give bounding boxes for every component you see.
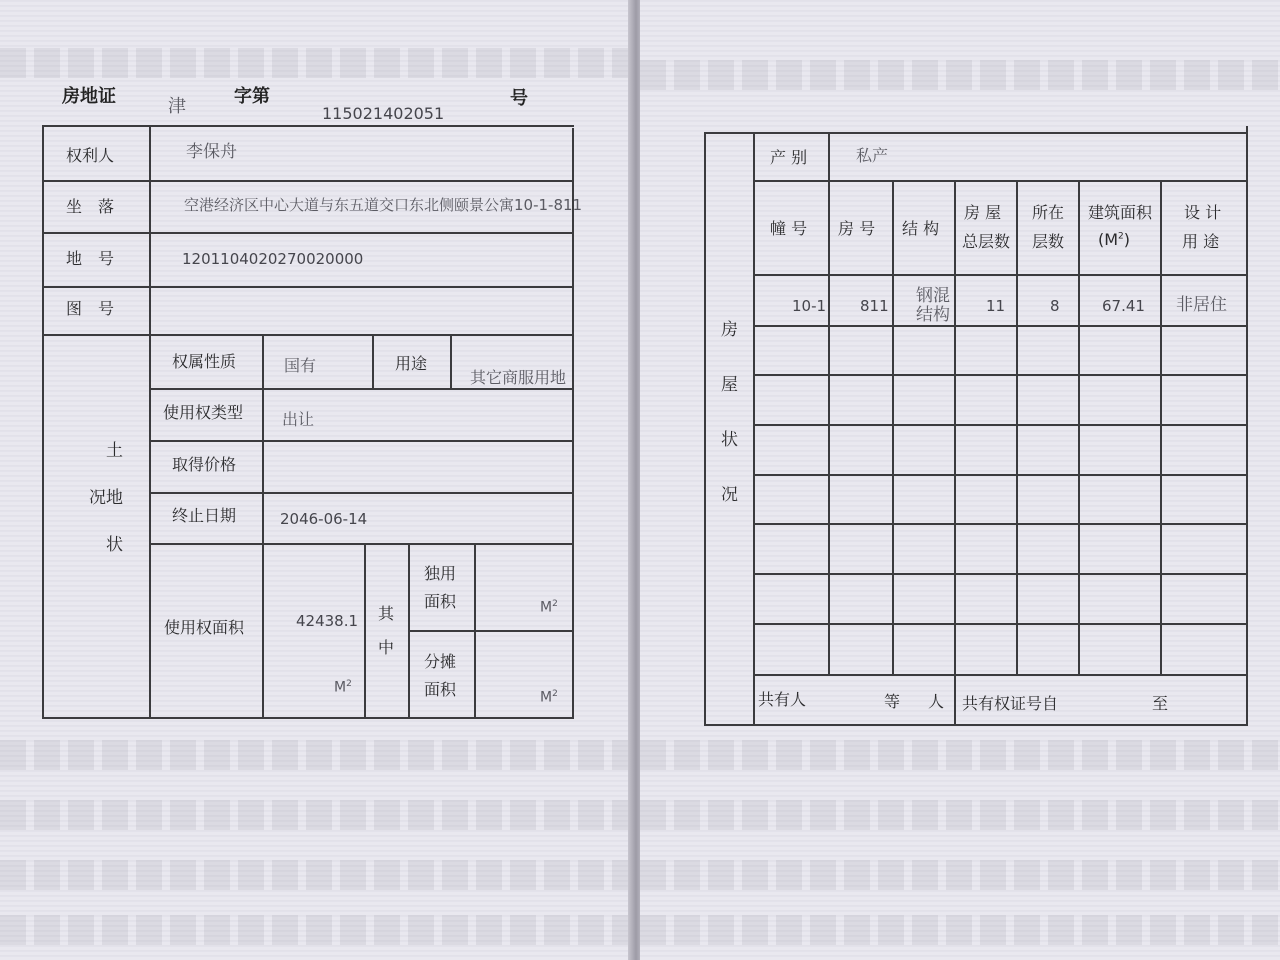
row-structure-1: 钢混 xyxy=(916,286,950,306)
area-label: 使用权面积 xyxy=(164,618,245,637)
area-unit: $M^2$ xyxy=(334,679,352,696)
right-type-value: 出让 xyxy=(282,410,315,429)
co-cert-label: 共有权证号自 xyxy=(962,694,1059,713)
watermark-band xyxy=(0,740,632,770)
watermark-band xyxy=(0,48,632,78)
end-date-label: 终止日期 xyxy=(172,506,237,525)
watermark-band xyxy=(0,800,632,830)
ownership-nature-label: 权属性质 xyxy=(172,352,237,371)
cert-number: 115021402051 xyxy=(322,104,445,123)
cert-zi-di: 字第 xyxy=(234,86,270,107)
watermark-band xyxy=(640,915,1280,945)
row-room: 811 xyxy=(860,297,889,315)
col-structure: 结 构 xyxy=(902,219,940,238)
house-section-text: 房屋状况 xyxy=(717,320,737,540)
lot-label: 地 号 xyxy=(66,249,115,268)
owner-value: 李保舟 xyxy=(186,142,237,162)
cert-title: 房地证 xyxy=(62,86,116,107)
end-date-value: 2046-06-14 xyxy=(280,510,368,528)
co-cert-zhi: 至 xyxy=(1152,694,1169,713)
exclusive-label-1: 独用 xyxy=(424,564,457,583)
col-building: 幢 号 xyxy=(770,219,808,238)
row-area: 67.41 xyxy=(1102,297,1145,315)
land-section-text: 土地状况 xyxy=(85,440,122,582)
right-type-label: 使用权类型 xyxy=(163,403,244,422)
owner-label: 权利人 xyxy=(66,146,115,165)
co-owner-deng: 等 xyxy=(884,692,901,711)
col-area-unit: (M xyxy=(1098,230,1119,249)
unit-text: M xyxy=(334,679,347,696)
watermark-band xyxy=(0,915,632,945)
col-use-2: 用 途 xyxy=(1182,232,1220,251)
col-floor-1: 所在 xyxy=(1032,203,1065,222)
watermark-band xyxy=(640,60,1280,90)
col-total-floors-1: 房 屋 xyxy=(964,203,1002,222)
col-total-floors-2: 总层数 xyxy=(962,232,1011,251)
col-area-2: $(M^2)$ xyxy=(1098,230,1131,249)
watermark-band xyxy=(0,860,632,890)
right-page xyxy=(640,0,1280,960)
col-floor-2: 层数 xyxy=(1032,232,1065,251)
row-building: 10-1 xyxy=(792,297,827,315)
watermark-band xyxy=(640,800,1280,830)
land-section-label xyxy=(85,426,122,596)
price-label: 取得价格 xyxy=(172,455,237,474)
property-type-label: 产 别 xyxy=(770,148,808,167)
of-which-1: 其 xyxy=(378,604,395,623)
map-label: 图 号 xyxy=(66,299,115,318)
location-value: 空港经济区中心大道与东五道交口东北侧颐景公寓10-1-811 xyxy=(184,196,583,214)
usage-value: 其它商服用地 xyxy=(470,368,567,387)
property-type-value: 私产 xyxy=(856,146,889,165)
cert-hao: 号 xyxy=(510,88,528,109)
watermark-band xyxy=(640,740,1280,770)
row-floor: 8 xyxy=(1050,297,1060,315)
row-structure-2: 结构 xyxy=(916,305,950,325)
watermark-band xyxy=(640,860,1280,890)
co-owner-ren: 人 xyxy=(928,692,945,711)
location-label: 坐 落 xyxy=(66,197,115,216)
cert-region: 津 xyxy=(168,96,186,117)
shared-label-2: 面积 xyxy=(424,680,457,699)
ownership-nature-value: 国有 xyxy=(284,356,317,375)
co-owner-label: 共有人 xyxy=(758,690,807,709)
shared-label-1: 分摊 xyxy=(424,652,457,671)
shared-unit: $M^2$ xyxy=(540,689,558,706)
lot-number: 1201104020270020000 xyxy=(182,250,364,268)
area-value: 42438.1 xyxy=(296,612,359,630)
exclusive-unit: $M^2$ xyxy=(540,599,558,616)
row-use: 非居住 xyxy=(1176,295,1227,315)
col-use-1: 设 计 xyxy=(1184,203,1222,222)
of-which-2: 中 xyxy=(378,638,395,657)
house-section-label xyxy=(718,320,738,540)
col-room: 房 号 xyxy=(838,219,876,238)
row-total-floors: 11 xyxy=(986,297,1006,315)
left-page xyxy=(0,0,632,960)
exclusive-label-2: 面积 xyxy=(424,592,457,611)
usage-label: 用途 xyxy=(395,354,428,373)
col-area-1: 建筑面积 xyxy=(1088,203,1153,222)
